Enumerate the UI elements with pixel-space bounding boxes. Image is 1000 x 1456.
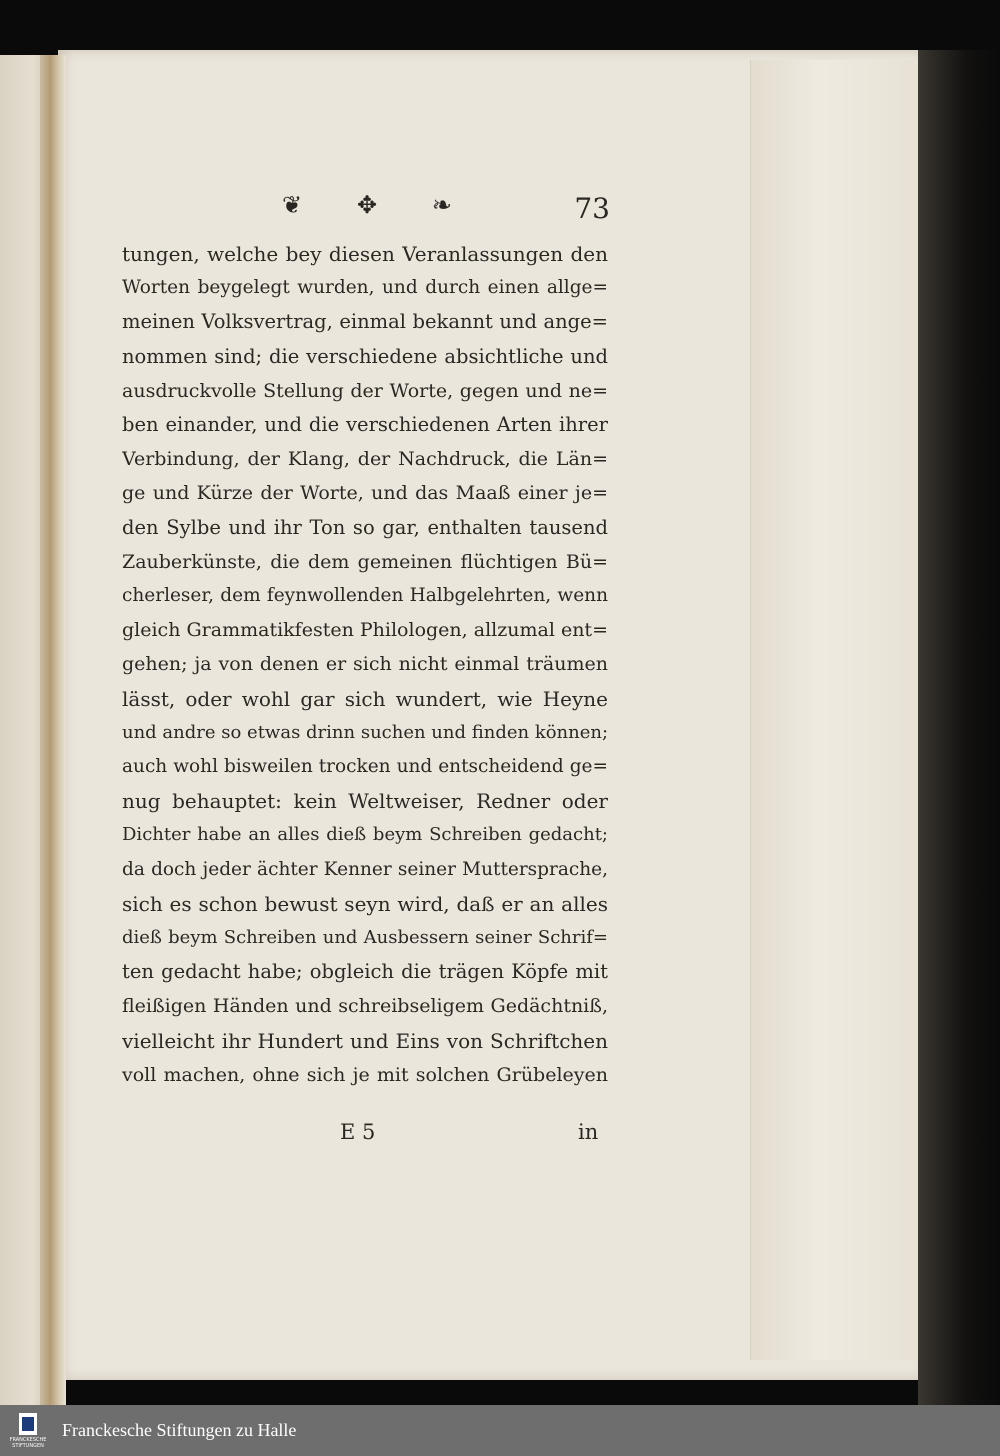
text-line: Worten beygelegt wurden, und durch einen allge= [122,277,608,299]
footer-bar [0,1405,1000,1456]
text-line: nommen sind; die verschiedene absichtliche und [122,344,608,368]
text-line: Zauberkünste, die dem gemeinen flüchtigen Bü= [122,550,608,573]
text-line: gleich Grammatikfesten Philologen, allzumal ent= [122,619,608,642]
text-line: den Sylbe und ihr Ton so gar, enthalten tausend [122,515,608,539]
text-line: und andre so etwas drinn suchen und finden können; [122,721,608,743]
book-gutter [40,55,66,1405]
text-line: ausdruckvolle Stellung der Worte, gegen und ne= [122,379,608,402]
text-line: fleißigen Händen und schreibseligem Gedächtniß, [122,995,608,1018]
text-line: lässt, oder wohl gar sich wundert, wie Heyne [122,686,608,711]
ornament-center-icon: ✥ [356,191,378,219]
text-line: dieß beym Schreiben und Ausbessern seiner Schrif= [122,927,608,949]
footer-text: Franckesche Stiftungen zu Halle [62,1420,297,1440]
text-line: gehen; ja von denen er sich nicht einmal träumen [122,653,608,676]
text-line: Verbindung, der Klang, der Nachdruck, die Län= [122,448,608,471]
text-line: ten gedacht habe; obgleich die trägen Köpfe mit [122,960,608,984]
text-line: vielleicht ihr Hundert und Eins von Schriftchen [122,1028,608,1053]
franckesche-logo [8,1405,48,1456]
text-line: ge und Kürze der Worte, und das Maaß einer je= [122,482,608,505]
text-line: da doch jeder ächter Kenner seiner Muttersprache, [122,858,608,880]
ornament-left-icon: ❦ [282,191,303,219]
header-ornament [282,190,452,220]
page-number: 73 [574,192,610,225]
page-fold-edge [750,60,926,1360]
body-text [122,237,608,1092]
text-line: meinen Volksvertrag, einmal bekannt und ange= [122,310,608,334]
text-line: tungen, welche bey diesen Veranlassungen den [122,242,608,266]
text-line: ben einander, und die verschiedenen Arten ihrer [122,413,608,437]
logo-icon [19,1413,37,1435]
page-shadow [918,50,1000,1405]
text-line: Dichter habe an alles dieß beym Schreiben gedacht; [122,824,608,846]
text-line: cherleser, dem feynwollenden Halbgelehrten, wenn [122,585,608,607]
catchword: in [578,1120,599,1144]
logo-caption: FRANCKESCHE STIFTUNGEN [9,1436,47,1449]
text-line: auch wohl bisweilen trocken und entscheidend ge= [122,756,608,778]
signature-mark: E 5 [340,1120,376,1144]
text-line: voll machen, ohne sich je mit solchen Grübeleyen [122,1063,608,1086]
text-line: sich es schon bewust seyn wird, daß er an alles [122,891,608,916]
ornament-right-icon: ❧ [431,191,452,219]
text-line: nug behauptet: kein Weltweiser, Redner oder [122,789,608,814]
